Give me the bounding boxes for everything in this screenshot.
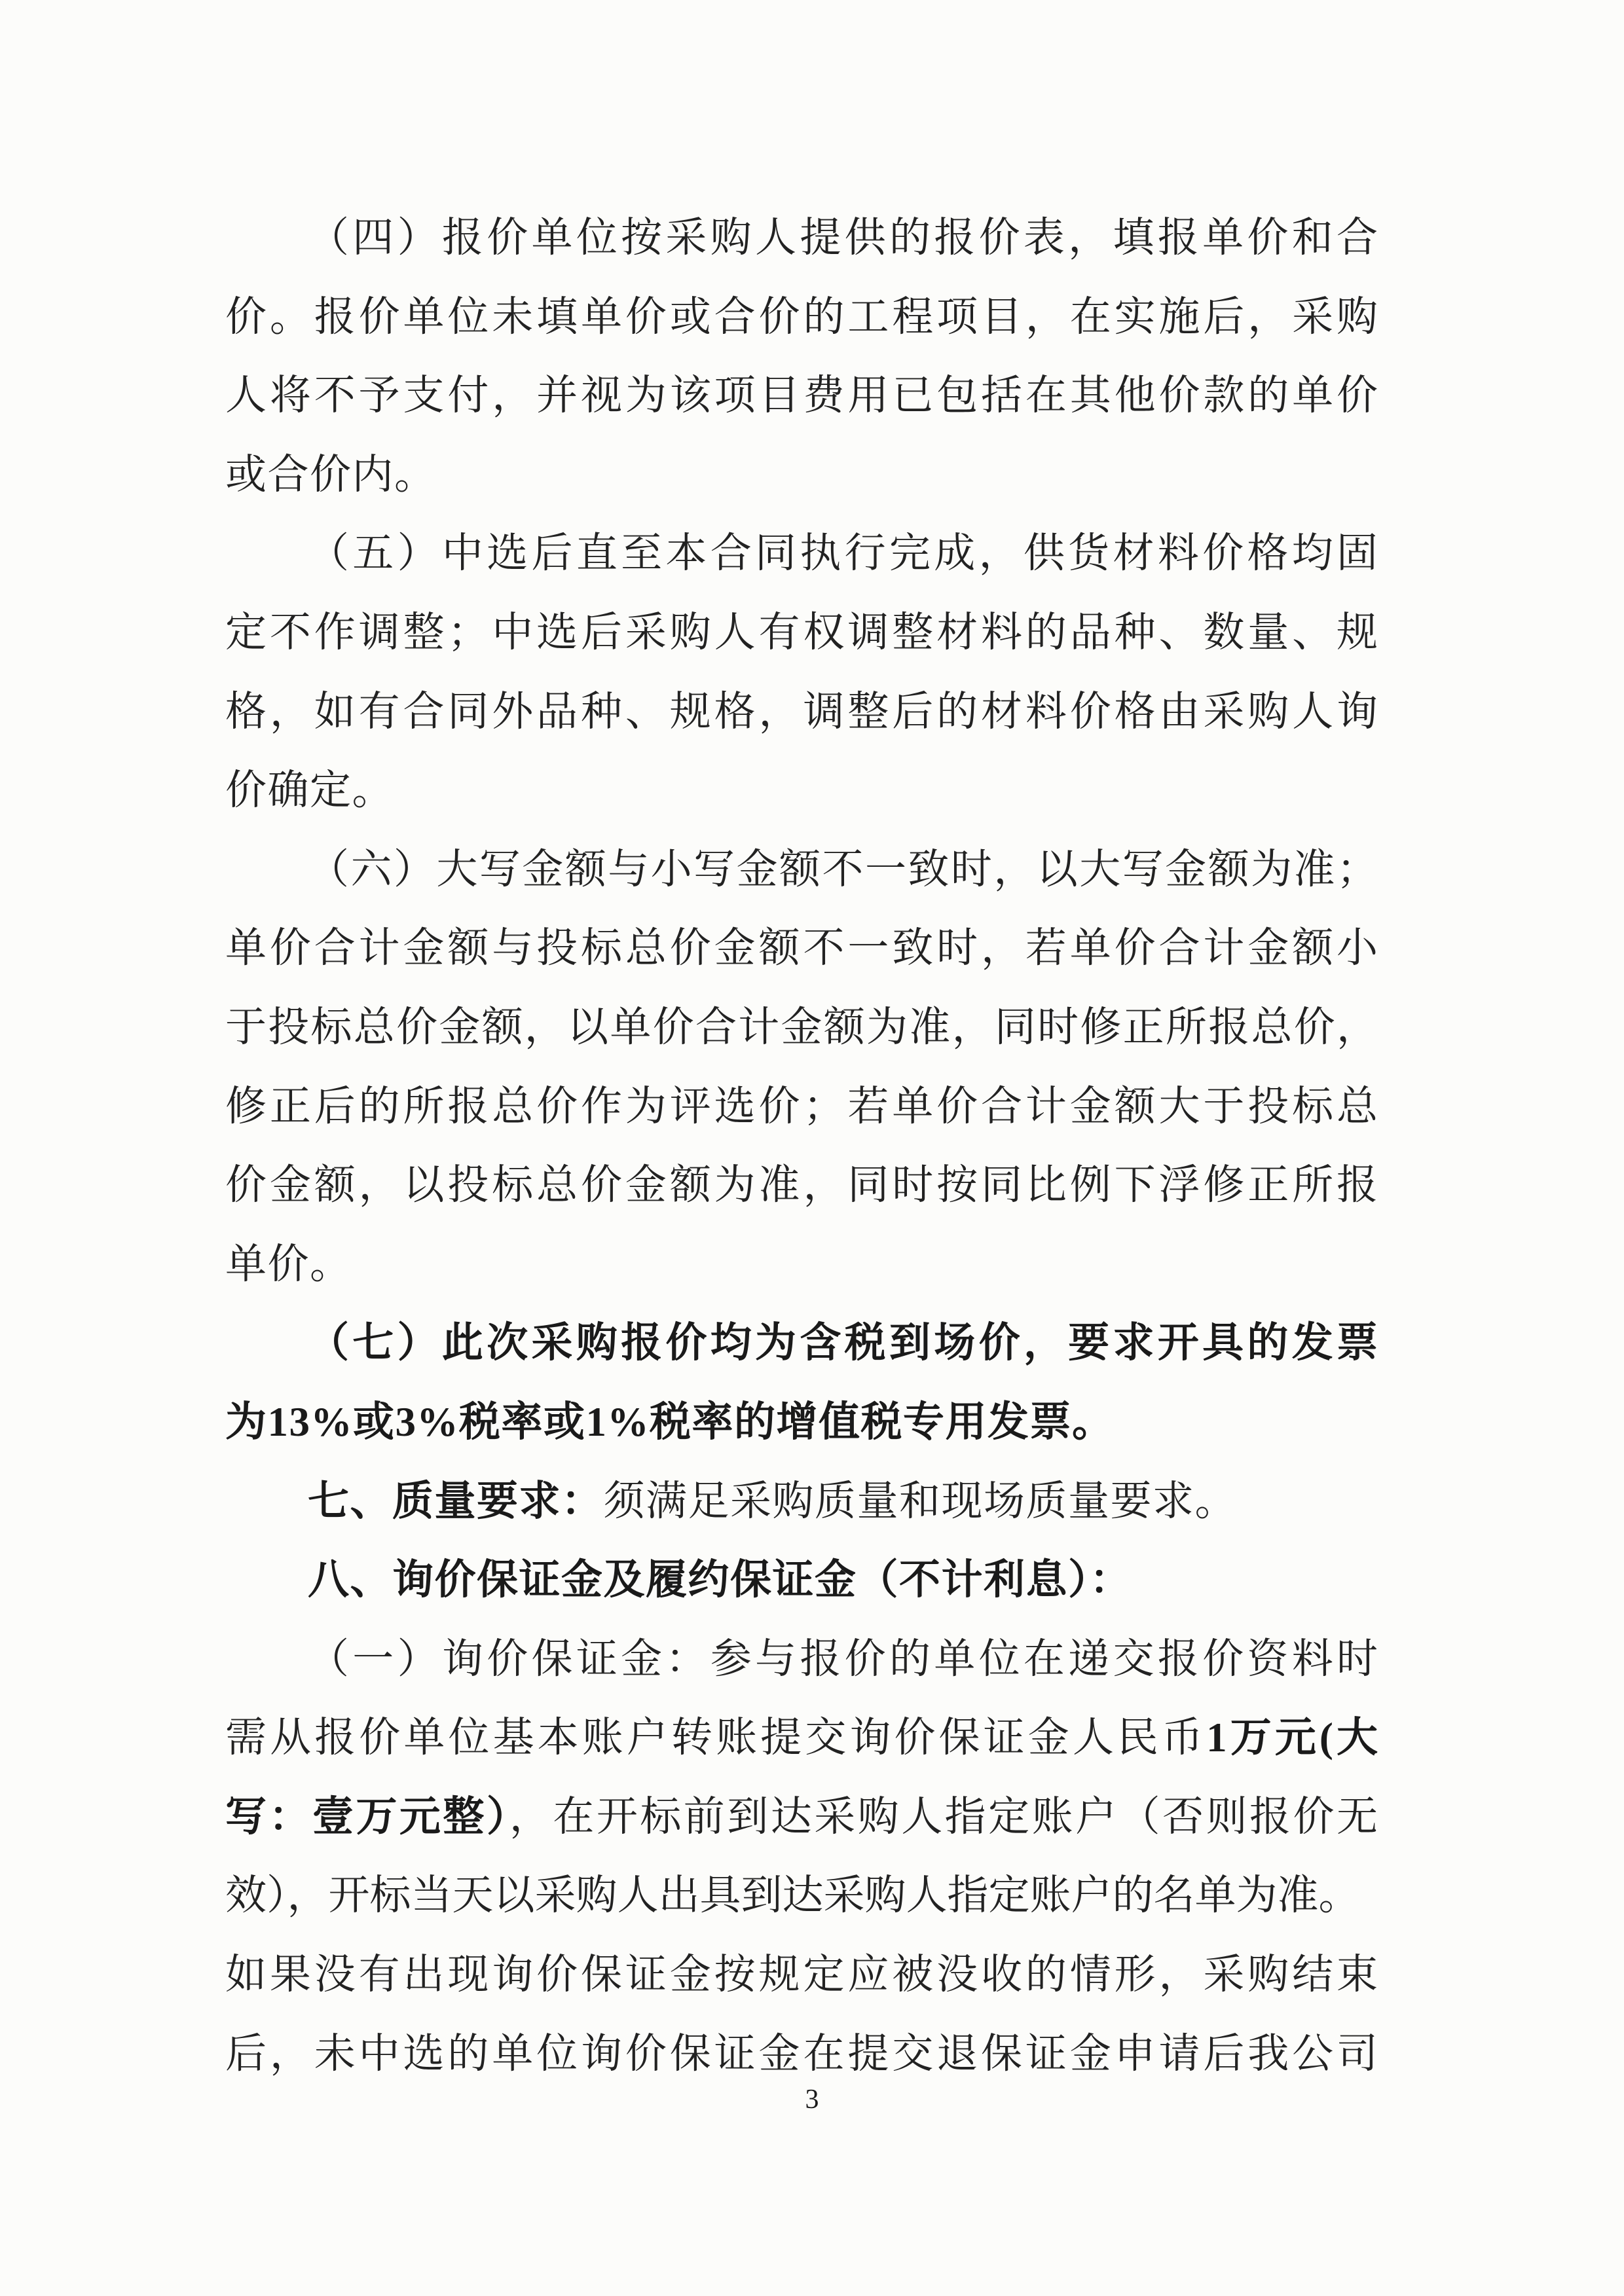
heading-quality-requirements	[225, 1462, 1378, 1541]
text-segment: 人将不予支付，并视为该项目费用已包括在其他价款的单价	[225, 373, 1378, 419]
text-line	[225, 988, 1378, 1067]
text-segment: 单价合计金额与投标总价金额不一致时，若单价合计金额小	[225, 925, 1378, 972]
text-segment: （五）中选后直至本合同执行完成，供货材料价格均固	[308, 530, 1378, 577]
deposit-amount-text: 写：壹万元整）	[225, 1793, 509, 1840]
paragraph-clause-4	[225, 198, 1378, 514]
text-segment: 如果没有出现询价保证金按规定应被没收的情形，采购结束	[225, 1952, 1378, 1998]
document-body	[225, 198, 1378, 2093]
text-segment: 为13%或3%税率或1%税率的增值税专用发票。	[225, 1398, 1115, 1445]
text-line	[225, 1856, 1378, 1935]
text-line	[225, 1383, 1378, 1462]
paragraph-inquiry-deposit	[225, 1620, 1378, 2094]
text-segment: 定不作调整；中选后采购人有权调整材料的品种、数量、规	[225, 609, 1378, 655]
text-segment: （六）大写金额与小写金额不一致时，以大写金额为准；	[308, 846, 1378, 892]
heading-deposit	[225, 1540, 1378, 1620]
text-segment: （四）报价单位按采购人提供的报价表，填报单价和合	[308, 215, 1378, 261]
text-segment: 须满足采购质量和现场质量要求。	[603, 1478, 1237, 1524]
text-line	[225, 593, 1378, 672]
text-segment: 于投标总价金额，以单价合计金额为准，同时修正所报总价，	[225, 1004, 1378, 1050]
text-line	[225, 435, 1378, 515]
text-segment: 后，未中选的单位询价保证金在提交退保证金申请后我公司	[225, 2030, 1378, 2077]
paragraph-clause-5	[225, 514, 1378, 829]
text-segment: 需从报价单位基本账户转账提交询价保证金人民币	[225, 1715, 1207, 1761]
text-segment: 价确定。	[225, 767, 394, 814]
text-line	[225, 514, 1378, 593]
text-line	[225, 198, 1378, 278]
paragraph-clause-7-bold	[225, 1303, 1378, 1461]
text-line	[225, 672, 1378, 752]
text-line	[225, 1935, 1378, 2014]
text-segment: （七）此次采购报价均为含税到场价，要求开具的发票	[308, 1320, 1378, 1366]
text-line	[225, 1146, 1378, 1225]
text-line	[225, 1225, 1378, 1304]
text-segment: 价金额，以投标总价金额为准，同时按同比例下浮修正所报	[225, 1162, 1378, 1209]
page-number: 3	[805, 2085, 819, 2115]
text-line	[225, 356, 1378, 435]
text-line	[225, 2014, 1378, 2094]
section-heading-line	[225, 1462, 1378, 1541]
deposit-amount-text: 1万元(大	[1206, 1715, 1378, 1761]
text-segment: 效），开标当天以采购人出具到达采购人指定账户的名单为准。	[225, 1872, 1360, 1919]
text-line	[225, 751, 1378, 830]
heading-label: 七、质量要求：	[308, 1478, 604, 1524]
text-line	[225, 1303, 1378, 1383]
section-heading-line	[225, 1540, 1378, 1620]
heading-label: 八、询价保证金及履约保证金（不计利息）：	[308, 1557, 1132, 1603]
text-segment: 价。报价单位未填单价或合价的工程项目，在实施后，采购	[225, 293, 1378, 340]
text-segment: 或合价内。	[225, 451, 437, 498]
text-line	[225, 830, 1378, 909]
text-segment: ，在开标前到达采购人指定账户（否则报价无	[509, 1793, 1378, 1840]
text-segment: （一）询价保证金：参与报价的单位在递交报价资料时	[308, 1635, 1378, 1682]
text-line	[225, 278, 1378, 357]
text-segment: 单价。	[225, 1241, 352, 1287]
text-line	[225, 1777, 1378, 1857]
text-line	[225, 1067, 1378, 1146]
text-segment: 修正后的所报总价作为评选价；若单价合计金额大于投标总	[225, 1083, 1378, 1129]
text-segment: 格，如有合同外品种、规格，调整后的材料价格由采购人询	[225, 688, 1378, 735]
paragraph-clause-6	[225, 830, 1378, 1304]
text-line	[225, 1698, 1378, 1777]
text-line	[225, 909, 1378, 988]
text-line	[225, 1620, 1378, 1699]
